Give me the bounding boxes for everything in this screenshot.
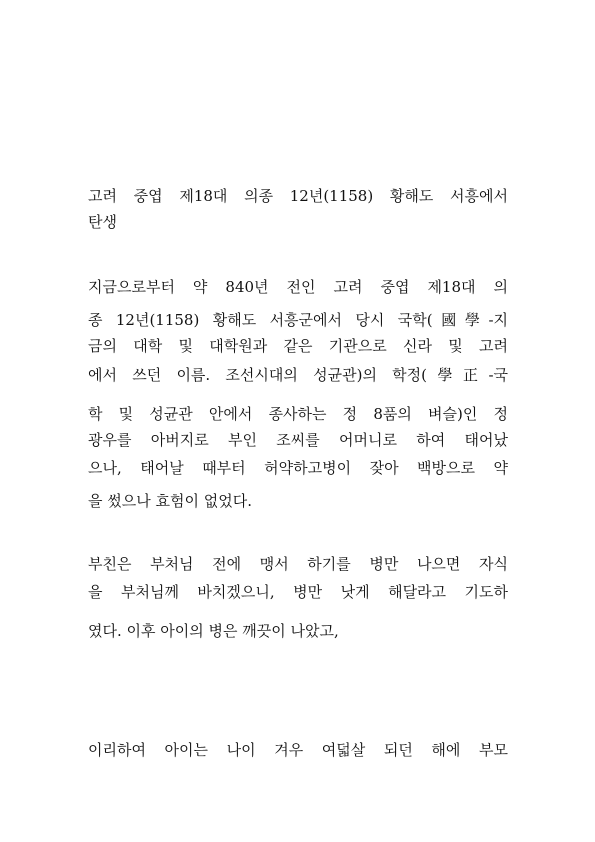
- paragraph-1-line: 광우를 아버지로 부인 조씨를 어머니로 하여 태어났: [88, 431, 508, 449]
- paragraph-1-line: 에서 쓰던 이름. 조선시대의 성균관)의 학정(學正-국: [88, 366, 508, 384]
- paragraph-1-line: 학 및 성균관 안에서 종사하는 정 8품의 벼슬)인 정: [88, 405, 508, 423]
- paragraph-1-line: 종 12년(1158) 황해도 서흥군에서 당시 국학(國學-지: [88, 311, 508, 329]
- paragraph-1-line: 을 썼으나 효험이 없었다.: [88, 492, 252, 510]
- paragraph-1-line: 으나, 태어날 때부터 허약하고병이 잦아 백방으로 약: [88, 459, 508, 477]
- paragraph-2-line: 부친은 부처님 전에 맹서 하기를 병만 나으면 자식: [88, 555, 508, 573]
- paragraph-1-line: 지금으로부터 약 840년 전인 고려 중엽 제18대 의: [88, 278, 508, 296]
- heading-line: 고려 중엽 제18대 의종 12년(1158) 황해도 서흥에서: [88, 187, 508, 205]
- paragraph-2-line: 였다. 이후 아이의 병은 깨끗이 나았고,: [88, 622, 339, 640]
- heading-line: 탄생: [88, 213, 117, 231]
- paragraph-2-line: 을 부처님께 바치겠으니, 병만 낫게 해달라고 기도하: [88, 583, 508, 601]
- paragraph-3-line: 이리하여 아이는 나이 겨우 여덟살 되던 해에 부모: [88, 741, 508, 759]
- paragraph-1-line: 금의 대학 및 대학원과 같은 기관으로 신라 및 고려: [88, 337, 508, 355]
